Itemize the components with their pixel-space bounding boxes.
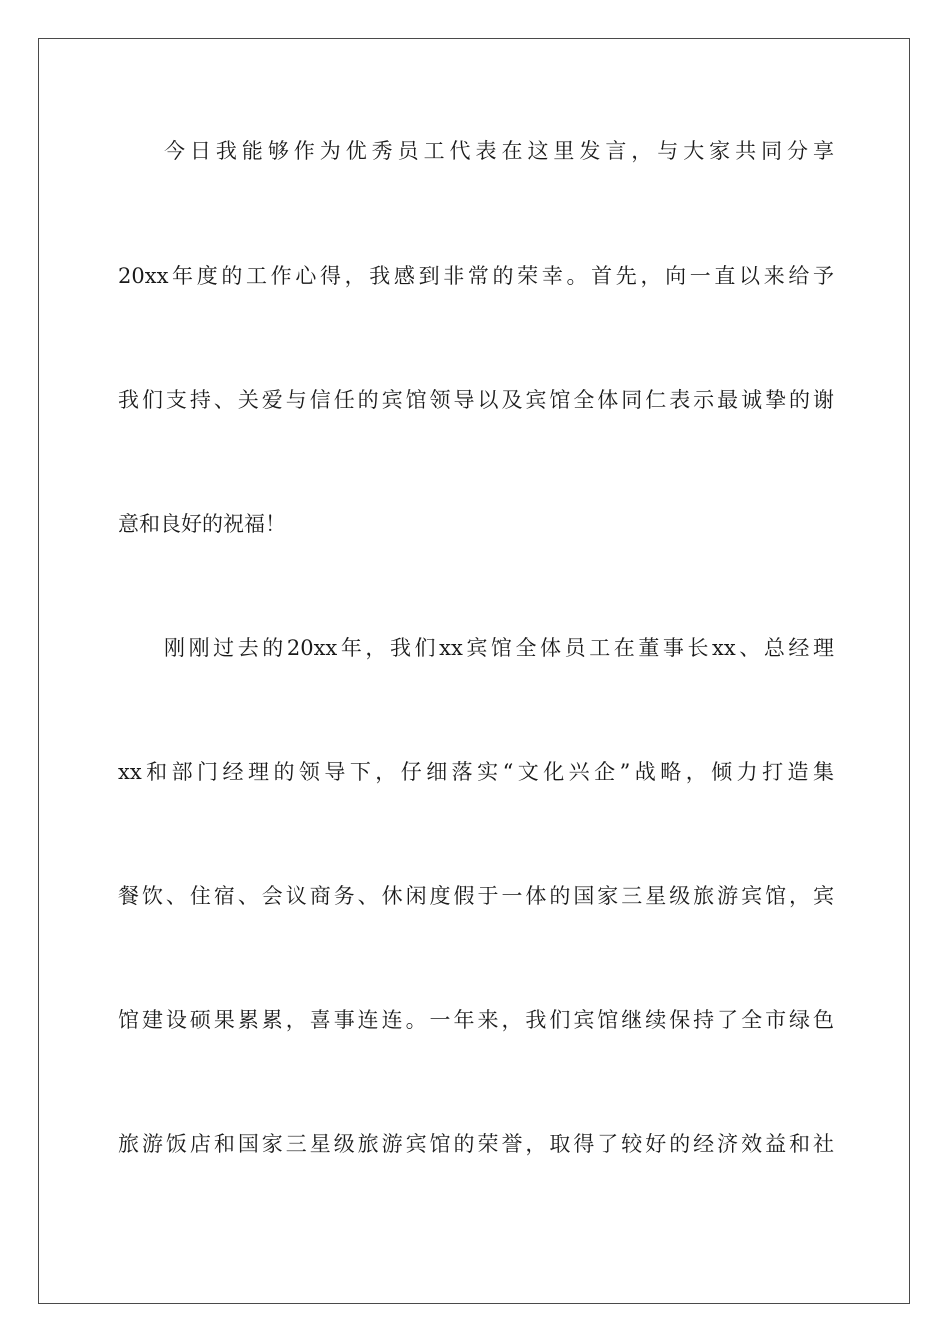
paragraph-1-line-3: 我们支持、关爱与信任的宾馆领导以及宾馆全体同仁表示最诚挚的谢 xyxy=(118,388,834,412)
page-border xyxy=(38,38,910,1304)
paragraph-2-line-1: 刚刚过去的20xx年，我们xx宾馆全体员工在董事长xx、总经理 xyxy=(164,636,834,660)
paragraph-1-line-2: 20xx年度的工作心得，我感到非常的荣幸。首先，向一直以来给予 xyxy=(118,264,834,288)
paragraph-2-line-5: 旅游饭店和国家三星级旅游宾馆的荣誉，取得了较好的经济效益和社 xyxy=(118,1132,834,1156)
paragraph-1-line-1: 今日我能够作为优秀员工代表在这里发言，与大家共同分享 xyxy=(164,139,834,163)
paragraph-2-line-2: xx和部门经理的领导下，仔细落实“文化兴企”战略，倾力打造集 xyxy=(118,760,834,784)
paragraph-2-line-4: 馆建设硕果累累，喜事连连。一年来，我们宾馆继续保持了全市绿色 xyxy=(118,1008,834,1032)
paragraph-1-line-4: 意和良好的祝福！ xyxy=(118,512,286,536)
paragraph-2-line-3: 餐饮、住宿、会议商务、休闲度假于一体的国家三星级旅游宾馆，宾 xyxy=(118,884,834,908)
